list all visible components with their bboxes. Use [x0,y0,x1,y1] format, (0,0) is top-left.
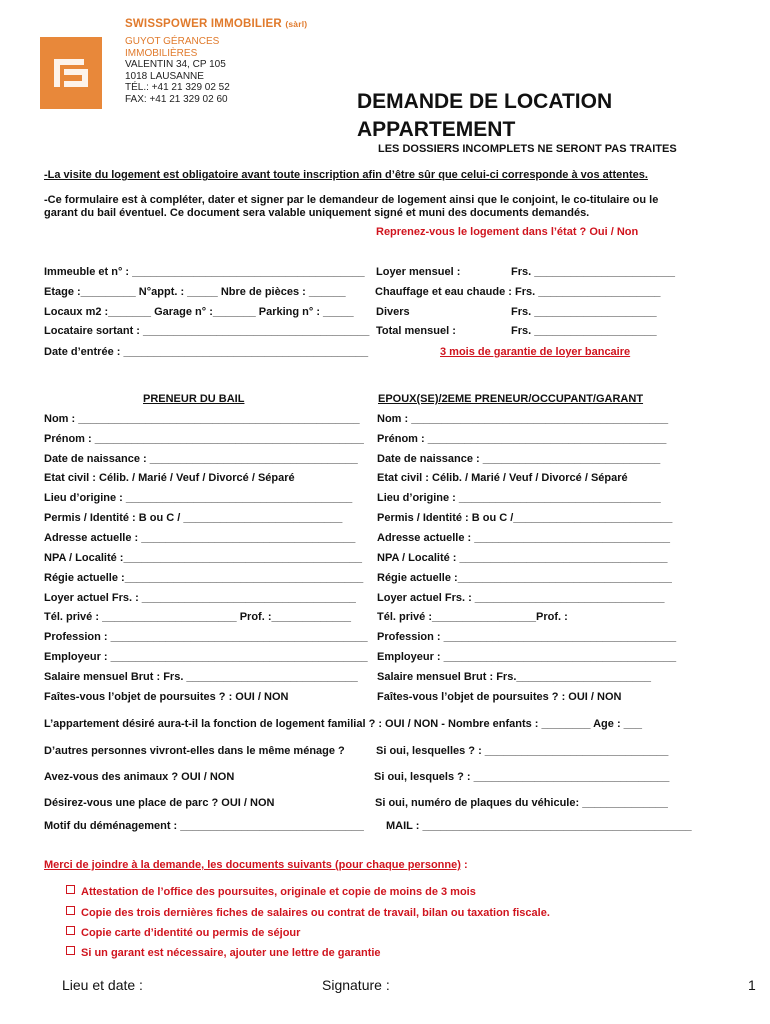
document-title [357,88,612,144]
title-line: APPARTEMENT [357,118,516,141]
left-row-field[interactable]: Loyer actuel Frs. : ___________________________________ [44,592,356,604]
document-item-label: Copie des trois dernières fiches de salaires ou contrat de travail, bilan ou taxation fiscale. [81,907,550,919]
title-line: DEMANDE DE LOCATION [357,90,613,113]
personnes-field[interactable]: Si oui, lesquelles ? : ______________________________ [376,745,669,757]
company-address [125,36,230,106]
signature-field[interactable]: Signature : [322,977,390,993]
left-row-field[interactable]: Date de naissance : __________________________________ [44,453,358,465]
document-item[interactable] [66,946,381,959]
address-line: IMMOBILIÈRES [125,47,198,59]
right-row-field[interactable]: Permis / Identité : B ou C /__________________________ [377,512,673,524]
loyer-label: Loyer mensuel : [376,266,461,278]
checkbox-icon[interactable] [66,885,75,894]
left-row-field[interactable]: NPA / Localité :_______________________________________ [44,552,363,564]
address-line: 1018 LAUSANNE [125,70,204,82]
right-row-field[interactable]: Date de naissance : _____________________________ [377,453,661,465]
chauffage-field[interactable]: Chauffage et eau chaude : Frs. ____________________ [375,286,661,298]
document-item[interactable] [66,885,476,898]
left-row-field[interactable]: Faîtes-vous l’objet de poursuites ? : OUI / NON [44,691,289,703]
company-name [125,18,307,30]
company-name-text: SWISSPOWER IMMOBILIER [125,18,282,30]
immeuble-field[interactable]: Immeuble et n° : ______________________________________ [44,266,365,278]
right-row-field[interactable]: Prénom : _______________________________________ [377,433,667,445]
divers-label: Divers [376,306,410,318]
etage-field[interactable]: Etage :_________ N°appt. : _____ Nbre de pièces : ______ [44,286,346,298]
form-notice-line: garant du bail éventuel. Ce document sera valable uniquement signé et muni des documents demandés. [44,207,590,219]
visit-notice: -La visite du logement est obligatoire avant toute inscription afin d’être sûr que celui-ci corresponde à vos attentes. [44,169,648,181]
left-row-field[interactable]: Nom : ______________________________________________ [44,413,360,425]
divers-field[interactable]: Frs. ____________________ [511,306,657,318]
right-row-field[interactable]: Faîtes-vous l’objet de poursuites ? : OUI / NON [377,691,622,703]
subtitle: LES DOSSIERS INCOMPLETS NE SERONT PAS TRAITES [378,143,677,155]
right-row-field[interactable]: Etat civil : Célib. / Marié / Veuf / Divorcé / Séparé [377,472,628,484]
logo-mark-icon [40,37,102,109]
checkbox-icon[interactable] [66,946,75,955]
left-row-field[interactable]: Adresse actuelle : ___________________________________ [44,532,356,544]
address-line: FAX: +41 21 329 02 60 [125,93,228,105]
animaux-field[interactable]: Si oui, lesquels ? : ________________________________ [374,771,670,783]
right-row-field[interactable]: Adresse actuelle : ________________________________ [377,532,670,544]
checkbox-icon[interactable] [66,926,75,935]
total-label: Total mensuel : [376,325,456,337]
documents-title [44,859,468,871]
left-row-field[interactable]: Tél. privé : ______________________ Prof. :_____________ [44,611,352,623]
right-row-field[interactable]: Nom : __________________________________________ [377,413,669,425]
left-row-field[interactable]: Régie actuelle :_______________________________________ [44,572,364,584]
personnes-question[interactable]: D’autres personnes vivront-elles dans le même ménage ? [44,745,345,757]
right-column-title: EPOUX(SE)/2EME PRENEUR/OCCUPANT/GARANT [378,393,644,405]
left-row-field[interactable]: Employeur : __________________________________________ [44,651,368,663]
address-line: TÉL.: +41 21 329 02 52 [125,82,230,94]
locaux-field[interactable]: Locaux m2 :_______ Garage n° :_______ Parking n° : _____ [44,306,354,318]
right-row-field[interactable]: Profession : ______________________________________ [377,631,677,643]
document-item[interactable] [66,906,550,919]
document-item-label: Si un garant est nécessaire, ajouter une lettre de garantie [81,947,381,959]
company-logo [40,37,102,109]
parc-field[interactable]: Si oui, numéro de plaques du véhicule: ______________ [375,797,668,809]
address-line: GUYOT GÉRANCES [125,36,220,47]
document-item[interactable] [66,926,300,939]
garantie-note: 3 mois de garantie de loyer bancaire [440,346,631,358]
right-row-field[interactable]: NPA / Localité : __________________________________ [377,552,668,564]
lieu-date-field[interactable]: Lieu et date : [62,977,143,993]
loyer-field[interactable]: Frs. _______________________ [511,266,675,278]
right-row-field[interactable]: Tél. privé :_________________Prof. : [377,611,568,623]
checkbox-icon[interactable] [66,906,75,915]
right-row-field[interactable]: Salaire mensuel Brut : Frs.______________________ [377,671,651,683]
left-row-field[interactable]: Profession : __________________________________________ [44,631,368,643]
date-entree-field[interactable]: Date d’entrée : ________________________________________ [44,346,369,358]
left-row-field[interactable]: Etat civil : Célib. / Marié / Veuf / Divorcé / Séparé [44,472,295,484]
logement-familial-field[interactable]: L’appartement désiré aura-t-il la fonction de logement familial ? : OUI / NON - Nombre enfants : ________ Age : ___ [44,718,643,730]
left-row-field[interactable]: Prénom : ____________________________________________ [44,433,364,445]
right-row-field[interactable]: Lieu d’origine : _________________________________ [377,492,661,504]
form-notice-line: -Ce formulaire est à compléter, dater et signer par le demandeur de logement ainsi que le conjoint, le co-titulaire ou le [44,194,659,206]
mail-field[interactable]: MAIL : ____________________________________________ [386,820,692,832]
total-field[interactable]: Frs. ____________________ [511,325,657,337]
motif-field[interactable]: Motif du déménagement : ______________________________ [44,820,364,832]
right-row-field[interactable]: Régie actuelle :___________________________________ [377,572,672,584]
page-number: 1 [748,977,756,993]
left-row-field[interactable]: Permis / Identité : B ou C / __________________________ [44,512,343,524]
address-line: VALENTIN 34, CP 105 [125,59,226,71]
company-suffix: (sàrl) [285,19,308,29]
document-item-label: Copie carte d’identité ou permis de séjour [81,927,301,939]
left-row-field[interactable]: Lieu d’origine : _____________________________________ [44,492,353,504]
documents-title-suffix: : [460,859,468,871]
locataire-field[interactable]: Locataire sortant : _____________________________________ [44,325,370,337]
left-column-title: PRENEUR DU BAIL [143,393,245,405]
documents-title-text: Merci de joindre à la demande, les documents suivants (pour chaque personne) [44,859,461,871]
animaux-question[interactable]: Avez-vous des animaux ? OUI / NON [44,771,235,783]
document-item-label: Attestation de l’office des poursuites, originale et copie de moins de 3 mois [81,886,476,898]
parc-question[interactable]: Désirez-vous une place de parc ? OUI / NON [44,797,275,809]
right-row-field[interactable]: Employeur : ______________________________________ [377,651,677,663]
right-row-field[interactable]: Loyer actuel Frs. : _______________________________ [377,592,665,604]
state-question: Reprenez-vous le logement dans l’état ? Oui / Non [376,226,639,238]
left-row-field[interactable]: Salaire mensuel Brut : Frs. ____________________________ [44,671,358,683]
